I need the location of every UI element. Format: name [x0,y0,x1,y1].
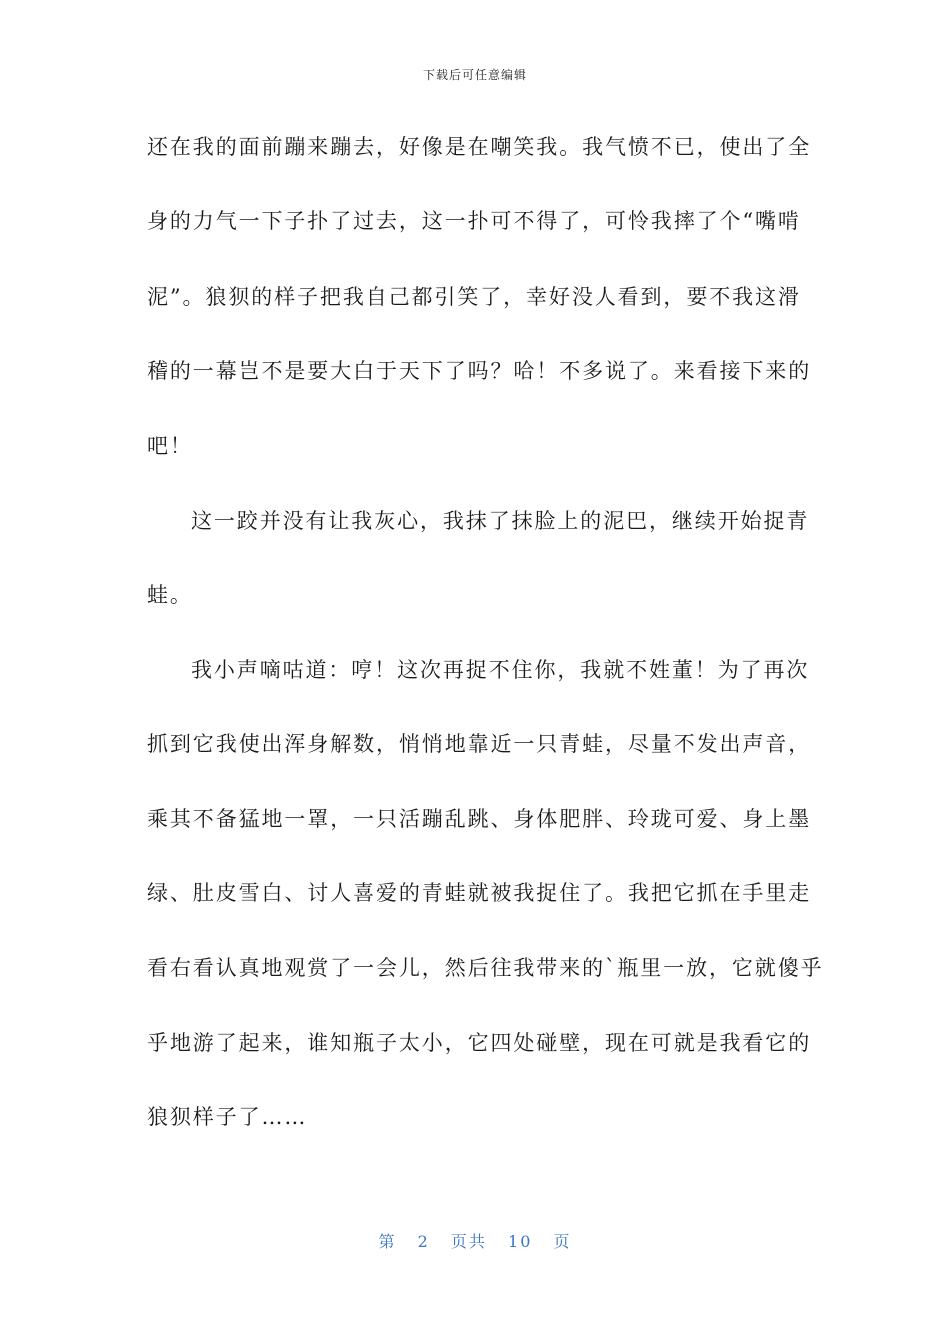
paragraph-first-line: 我小声嘀咕道：哼！这次再捉不住你，我就不姓董！为了再次 [191,658,810,682]
footer-middle: 页共 [450,1232,487,1251]
text-line: 稽的一幕岂不是要大白于天下了吗？哈！不多说了。来看接下来的 [147,359,812,383]
page-number-footer [0,1229,950,1252]
footer-suffix: 页 [553,1232,572,1251]
text-line: 狼狈样子了…… [147,1105,308,1129]
text-line: 泥”。狼狈的样子把我自己都引笑了，幸好没人看到，要不我这滑 [147,285,801,309]
text-line: 乎地游了起来，谁知瓶子太小，它四处碰壁，现在可就是我看它的 [147,1031,812,1055]
footer-prefix: 第 [378,1232,397,1251]
text-line: 绿、肚皮雪白、讨人喜爱的青蛙就被我捉住了。我把它抓在手里走 [147,881,812,905]
paragraph-first-line: 这一跤并没有让我灰心，我抹了抹脸上的泥巴，继续开始捉青 [191,509,810,533]
text-line: 看右看认真地观赏了一会儿，然后往我带来的`瓶里一放，它就傻乎 [147,956,824,980]
text-line: 身的力气一下子扑了过去，这一扑可不得了，可怜我摔了个“嘴啃 [147,209,801,233]
text-line: 还在我的面前蹦来蹦去，好像是在嘲笑我。我气愤不已，使出了全 [147,135,812,159]
page-header-note: 下载后可任意编辑 [422,68,527,82]
text-line: 抓到它我使出浑身解数，悄悄地靠近一只青蛙，尽量不发出声音， [147,732,812,756]
current-page-number: 2 [417,1232,430,1251]
text-line: 吧！ [147,434,193,458]
text-line: 乘其不备猛地一罩，一只活蹦乱跳、身体肥胖、玲珑可爱、身上墨 [147,807,812,831]
text-line: 蛙。 [147,583,193,607]
total-pages-number: 10 [508,1232,533,1251]
